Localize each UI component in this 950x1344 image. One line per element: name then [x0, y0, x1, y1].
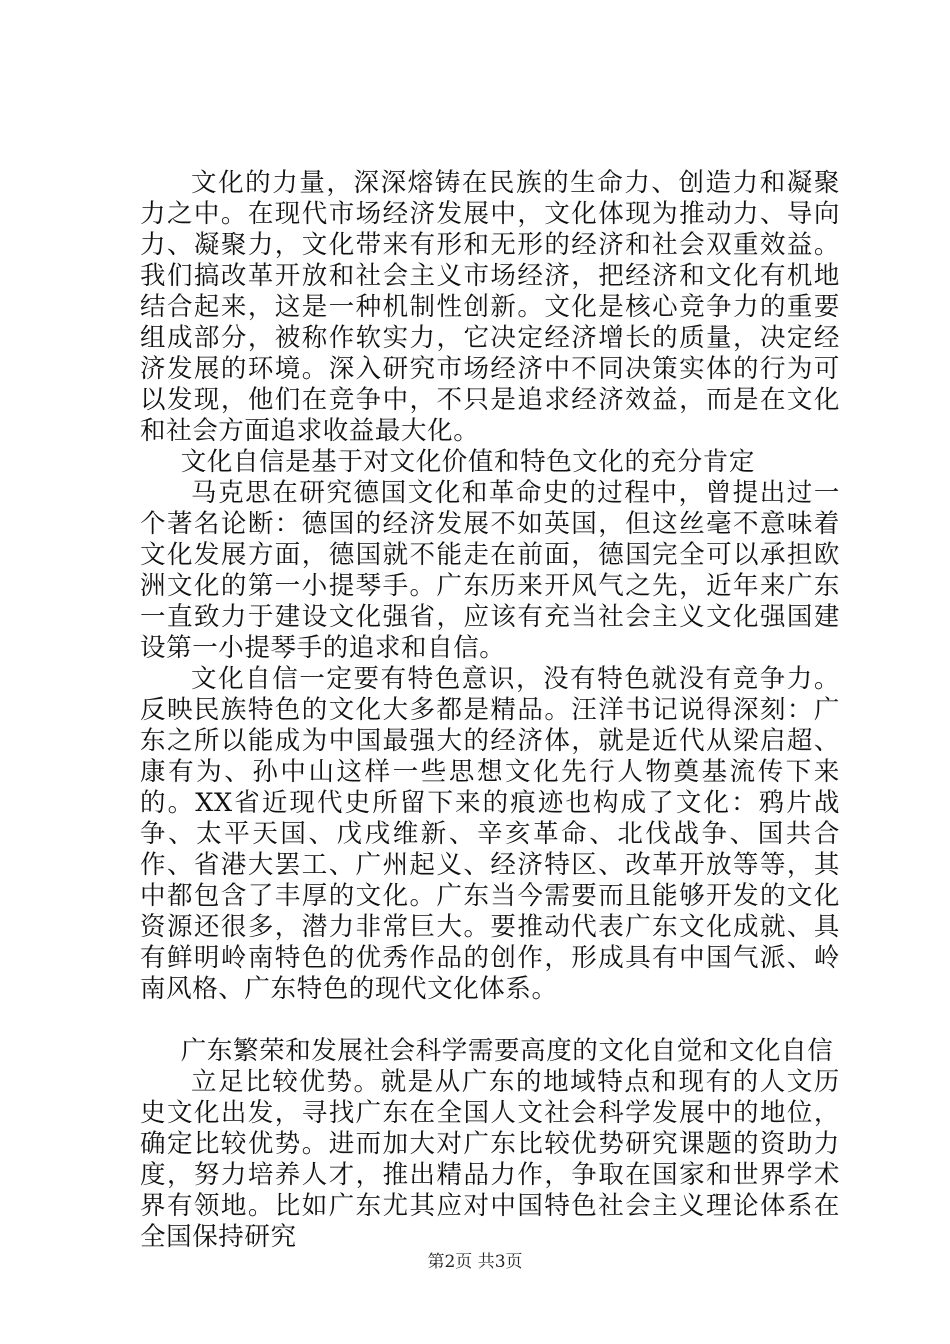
page-number-footer: 第2页 共3页: [427, 1252, 523, 1272]
paragraph: 马克思在研究德国文化和革命史的过程中，曾提出过一个著名论断：德国的经济发展不如英国，但这丝毫不意味着文化发展方面，德国就不能走在前面，德国完全可以承担欧洲文化的第一小提琴手。广东历来开风气之先，近年来广东一直致力于建设文化强省，应该有充当社会主义文化强国建设第一小提琴手的追求和自信。: [140, 478, 840, 663]
paragraph: 文化的力量，深深熔铸在民族的生命力、创造力和凝聚力之中。在现代市场经济发展中，文化体现为推动力、导向力、凝聚力，文化带来有形和无形的经济和社会双重效益。我们搞改革开放和社会主义市场经济，把经济和文化有机地结合起来，这是一种机制性创新。文化是核心竞争力的重要组成部分，被称作软实力，它决定经济增长的质量，决定经济发展的环境。深入研究市场经济中不同决策实体的行为可以发现，他们在竞争中，不只是追求经济效益，而是在文化和社会方面追求收益最大化。: [140, 168, 840, 446]
section-heading: 文化自信是基于对文化价值和特色文化的充分肯定: [180, 447, 755, 477]
document-body: [140, 168, 840, 1253]
section-heading: 广东繁荣和发展社会科学需要高度的文化自觉和文化自信: [180, 1036, 834, 1066]
blank-line: [140, 1005, 840, 1036]
paragraph: 文化自信一定要有特色意识，没有特色就没有竞争力。反映民族特色的文化大多都是精品。汪洋书记说得深刻：广东之所以能成为中国最强大的经济体，就是近代从梁启超、康有为、孙中山这样一些思想文化先行人物奠基流传下来的。XX省近现代史所留下来的痕迹也构成了文化：鸦片战争、太平天国、戊戌维新、辛亥革命、北伐战争、国共合作、省港大罢工、广州起义、经济特区、改革开放等等，其中都包含了丰厚的文化。广东当今需要而且能够开发的文化资源还很多，潜力非常巨大。要推动代表广东文化成就、具有鲜明岭南特色的优秀作品的创作，形成具有中国气派、岭南风格、广东特色的现代文化体系。: [140, 664, 840, 1004]
paragraph: 立足比较优势。就是从广东的地域特点和现有的人文历史文化出发，寻找广东在全国人文社会科学发展中的地位，确定比较优势。进而加大对广东比较优势研究课题的资助力度，努力培养人才，推出精品力作，争取在国家和世界学术界有领地。比如广东尤其应对中国特色社会主义理论体系在全国保持研究: [140, 1067, 840, 1252]
